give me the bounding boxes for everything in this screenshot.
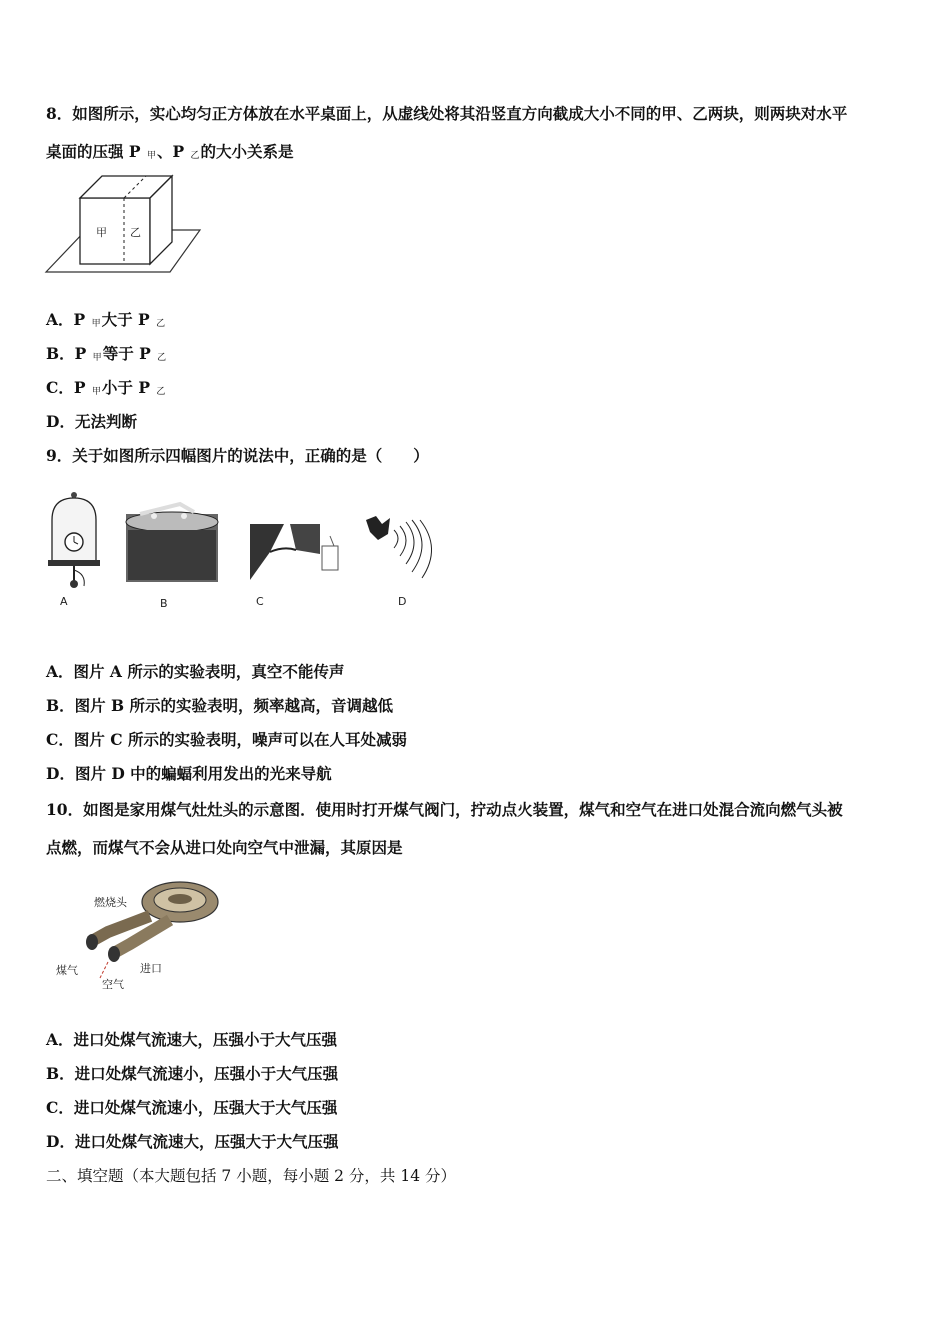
q8-option-b-p1: P — [74, 344, 92, 363]
q8-option-a-p1: P — [73, 310, 91, 329]
q8-sub-yi: 乙 — [190, 151, 200, 161]
q8-option-b-rel: 等于 P — [102, 344, 157, 363]
q10-stem-line2: 点燃，而煤气不会从进口处向空气中泄漏，其原因是 — [46, 838, 403, 857]
q9-picture-a-bell-jar-icon — [48, 492, 100, 588]
q8-stem-line2 — [46, 140, 294, 162]
q10-stem-line1: 10．如图是家用煤气灶灶头的示意图．使用时打开煤气阀门，拧动点火装置，煤气和空气在进口处混合流向燃气头被 — [46, 800, 843, 819]
q9-option-b: B．图片 B 所示的实验表明，频率越高，音调越低 — [46, 696, 393, 715]
section-2-title: 二、填空题（本大题包括 7 小题，每小题 2 分，共 14 分） — [46, 1167, 457, 1185]
q8-option-c-sub2: 乙 — [156, 387, 166, 397]
q9-picture-d-bat-icon — [366, 516, 432, 578]
q10-fig-label-air: 空气 — [102, 978, 124, 991]
q9-stem: 9．关于如图所示四幅图片的说法中，正确的是（ ） — [46, 446, 429, 465]
q8-option-d: D．无法判断 — [46, 412, 137, 431]
q8-cube-figure — [44, 172, 204, 276]
q9-picture-b-drum-icon — [126, 504, 218, 582]
q8-option-c-sub1: 甲 — [91, 387, 101, 397]
q8-option-c-rel: 小于 P — [101, 378, 156, 397]
q10-option-c: C．进口处煤气流速小，压强大于大气压强 — [46, 1098, 338, 1117]
q8-option-c-p1: P — [73, 378, 91, 397]
q8-option-a-letter: A． — [46, 310, 74, 329]
q8-option-a-sub2: 乙 — [156, 319, 166, 329]
q8-option-c-letter: C． — [46, 378, 74, 397]
q8-option-b-letter: B． — [46, 344, 75, 363]
q8-stem-part-a: 桌面的压强 P — [46, 142, 146, 161]
q10-fig-label-gas: 煤气 — [56, 964, 78, 977]
q8-stem-part-b: 、P — [156, 142, 190, 161]
q9-fig-label-c: C — [256, 595, 264, 608]
q8-option-c — [46, 376, 166, 398]
q8-option-b-sub1: 甲 — [92, 353, 102, 363]
q10-gas-burner-figure — [50, 872, 230, 994]
q9-fig-label-d: D — [398, 595, 407, 608]
q8-option-a — [46, 308, 166, 330]
q9-option-a: A．图片 A 所示的实验表明，真空不能传声 — [46, 662, 345, 681]
q9-fig-label-b: B — [160, 597, 168, 610]
q9-four-pictures — [44, 490, 454, 615]
q10-option-a: A．进口处煤气流速大，压强小于大气压强 — [46, 1030, 338, 1049]
q8-option-b — [46, 342, 167, 364]
q10-option-b: B．进口处煤气流速小，压强小于大气压强 — [46, 1064, 339, 1083]
q10-fig-label-burner: 燃烧头 — [94, 896, 127, 909]
q8-fig-label-yi: 乙 — [130, 226, 141, 239]
q10-fig-label-inlet: 进口 — [140, 962, 162, 975]
q8-stem-line1: 8．如图所示，实心均匀正方体放在水平桌面上，从虚线处将其沿竖直方向截成大小不同的甲、乙两块，则两块对水平 — [46, 104, 848, 123]
q8-fig-label-jia: 甲 — [96, 226, 107, 239]
q8-sub-jia: 甲 — [146, 151, 156, 161]
q9-option-c: C．图片 C 所示的实验表明，噪声可以在人耳处减弱 — [46, 730, 407, 749]
q8-option-b-sub2: 乙 — [157, 353, 167, 363]
q10-option-d: D．进口处煤气流速大，压强大于大气压强 — [46, 1132, 339, 1151]
q9-fig-label-a: A — [60, 595, 68, 608]
q9-option-d: D．图片 D 中的蝙蝠利用发出的光来导航 — [46, 764, 332, 783]
q9-picture-c-ear-noise-icon — [250, 524, 338, 580]
q8-option-a-rel: 大于 P — [101, 310, 156, 329]
q8-option-a-sub1: 甲 — [91, 319, 101, 329]
q8-stem-part-c: 的大小关系是 — [200, 142, 294, 161]
